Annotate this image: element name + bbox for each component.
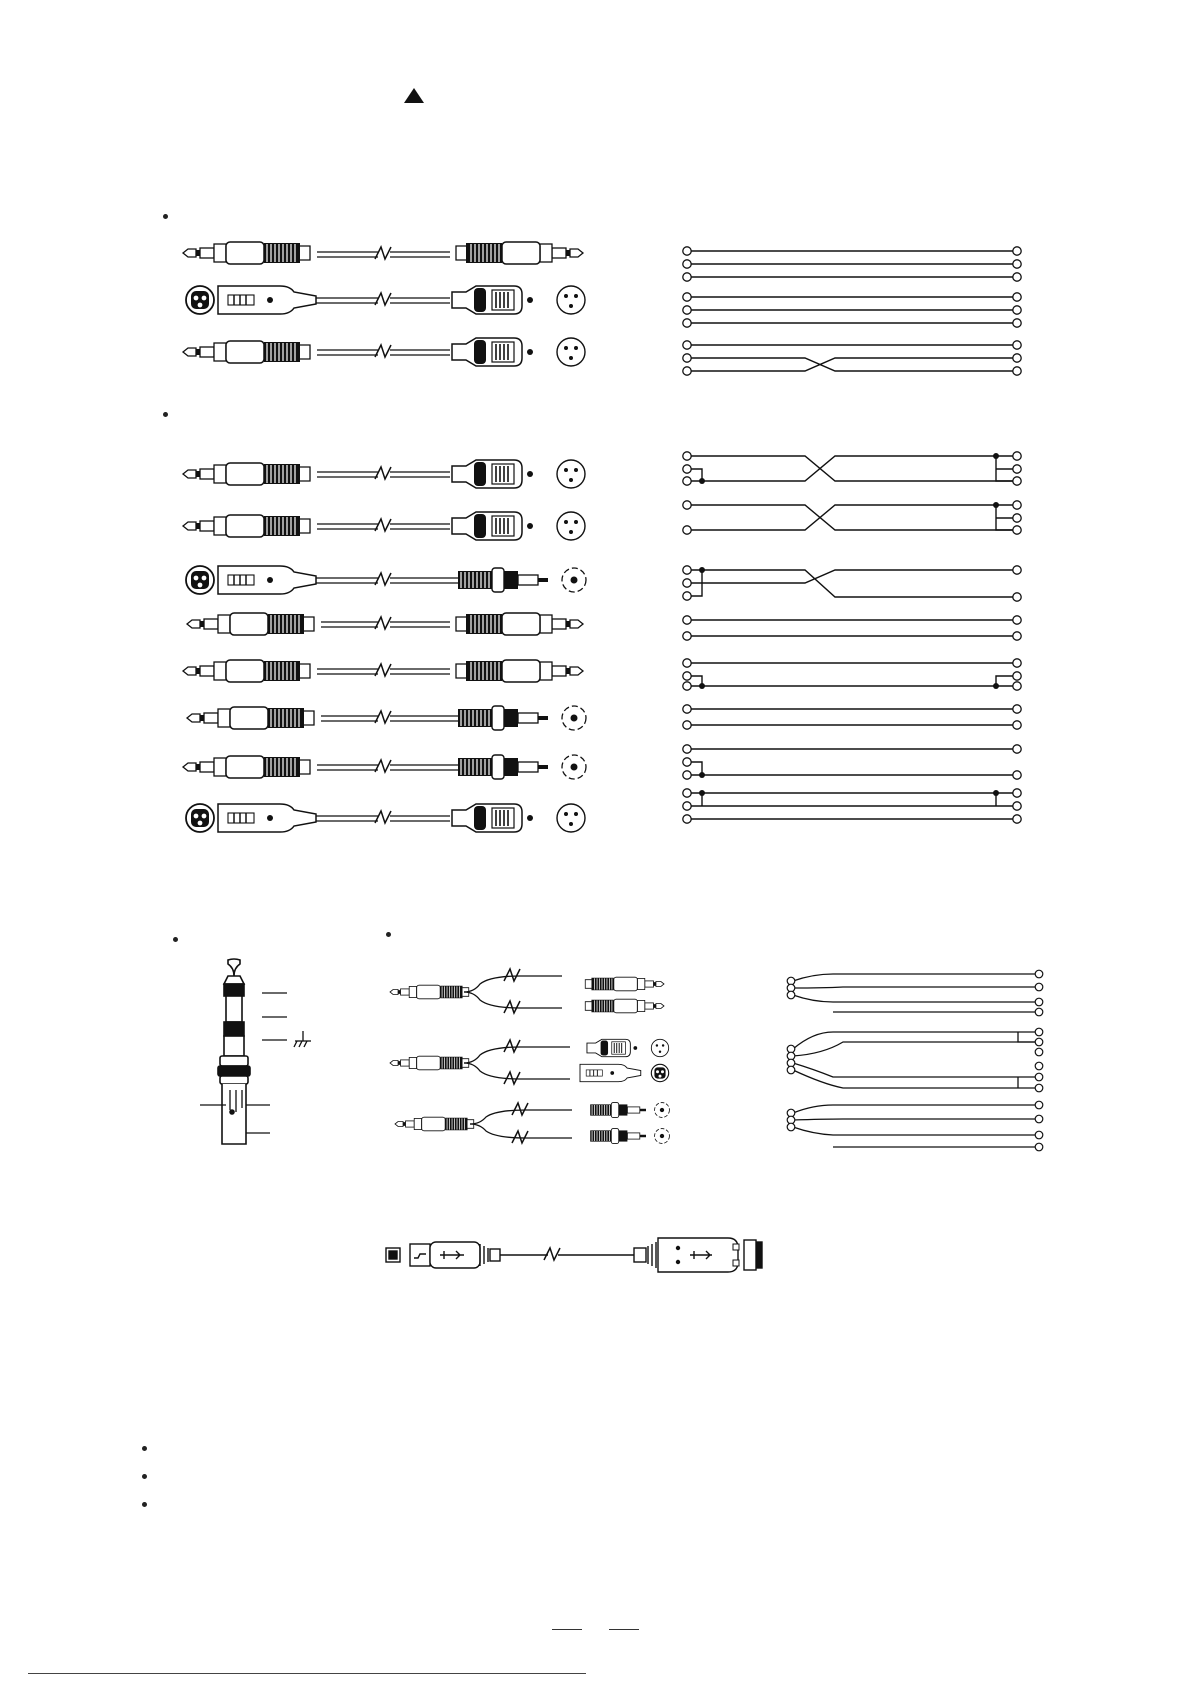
cable-xlr-to-xlr xyxy=(186,286,585,314)
cable-xlr-female-to-xlr-male xyxy=(186,804,585,832)
trs-plug-detail xyxy=(218,959,250,1144)
cable-xlr-female-to-rca xyxy=(186,566,586,594)
cable-ts-to-ts xyxy=(187,613,583,635)
cable-trs-to-dual-ts xyxy=(390,969,664,1013)
cable-trs-to-xlr-male xyxy=(183,460,585,488)
cable-jack-to-xlr xyxy=(183,338,585,366)
cable-ts-to-xlr-male xyxy=(183,512,585,540)
cable-trs-to-dual-rca xyxy=(395,1103,669,1144)
cable-jack-to-jack xyxy=(183,242,583,264)
wiring-adapters xyxy=(690,456,1015,819)
cable-trs-to-rca xyxy=(183,755,586,779)
ground-symbol-icon xyxy=(294,1031,311,1047)
cable-trs-to-trs xyxy=(183,660,583,682)
footer-mark xyxy=(609,1629,639,1630)
wiring-insert xyxy=(793,974,1037,1147)
footer-mark xyxy=(552,1629,582,1630)
cable-trs-to-dual-xlr xyxy=(390,1039,669,1084)
footer-rule xyxy=(28,1673,586,1674)
usb-cable xyxy=(386,1238,762,1272)
cable-ts-to-rca xyxy=(187,706,586,730)
wiring-standard xyxy=(690,251,1015,371)
